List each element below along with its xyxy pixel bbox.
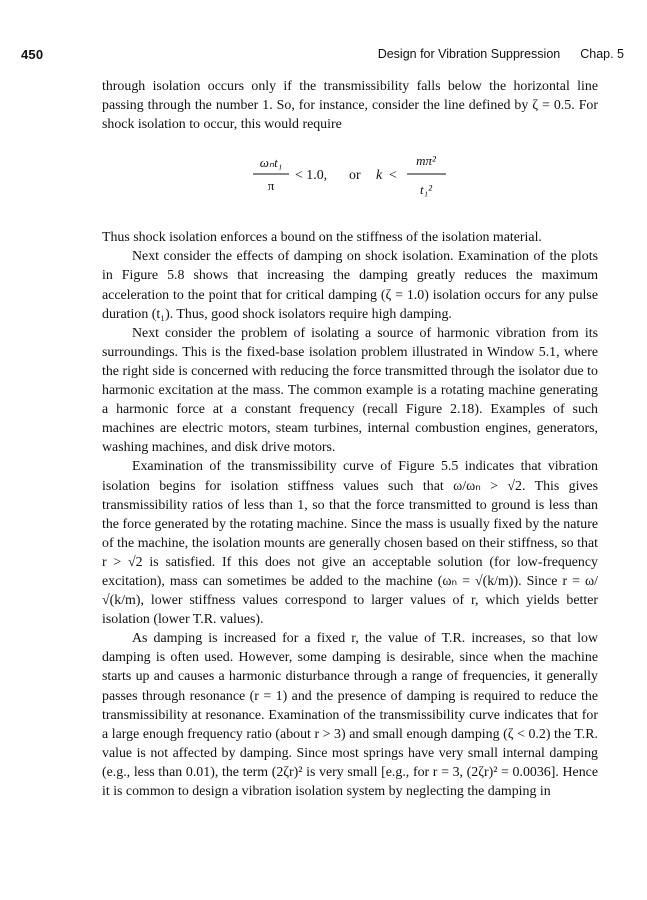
paragraph-2: Thus shock isolation enforces a bound on the stiffness of the isolation material. — [102, 230, 542, 246]
running-header — [378, 47, 624, 61]
page-header — [0, 0, 647, 70]
paragraph-6: As damping is increased for a fixed r, the value of T.R. increases, so that low damping is often used. However, some damping is desirable, since when the machine starts up and causes a harmonic disturbance through a range of frequencies, it generally passes through resonance (r = 1) and the presence of damping is required to reduce the transmissibility at resonance. Examination of the transmissibility curve indicates that for a large enough frequency ratio (about r > 3) and small enough damping (ζ < 0.2) the T.R. value is not affected by damping. Since most springs have very small internal damping (e.g., less than 0.01), the term (2ζr)² is very small [e.g., for r = 3, (2ζr)² = 0.0036]. Hence it is common to design a vibration isolation system by neglecting the damping in — [102, 631, 598, 799]
eq-lhs-denominator: π — [267, 178, 275, 194]
paragraph-4: Next consider the problem of isolating a source of harmonic vibration from its surroundings. This is the fixed-base isolation problem illustrated in Window 5.1, where the right side is concerned with reducing the force transmitted through the isolator due to harmonic excitation at the mass. The common example is a rotating machine generating a harmonic force at a constant frequency (recall Figure 2.18). Examples of such machines are electric motors, steam turbines, internal combustion engines, generators, washing machines, and disk drive motors. — [102, 325, 598, 456]
eq-rhs-numerator: mπ² — [416, 153, 436, 169]
page-number: 450 — [21, 47, 44, 62]
eq-lhs-numerator: ωₙt₁ — [259, 155, 283, 171]
equation-shock-isolation — [102, 146, 598, 206]
body-text — [102, 77, 598, 801]
chapter-label: Chap. 5 — [580, 47, 624, 61]
eq-rhs-relation: < — [389, 168, 397, 184]
eq-connector: or — [349, 168, 361, 184]
eq-rhs-denominator: t₁² — [419, 182, 433, 198]
paragraph-3: Next consider the effects of damping on shock isolation. Examination of the plots in Figure 5.8 shows that increasing the damping greatly reduces the maximum acceleration to the point that for critical damping (ζ = 1.0) isolation occurs for any pulse duration (t₁). Thus, good shock isolators require high damping. — [102, 249, 598, 322]
equation-graphic — [250, 147, 450, 205]
paragraph-5: Examination of the transmissibility curve of Figure 5.5 indicates that vibration isolation begins for isolation stiffness values such that ω/ωₙ > √2. This gives transmissibility ratios of less than 1, so that the force transmitted to ground is less than the force generated by the rotating machine. Since the mass is usually fixed by the nature of the machine, the isolation mounts are generally chosen based on their stiffness, so that r > √2 is satisfied. If this does not give an acceptable solution (for low-frequency excitation), mass can sometimes be added to the machine (ωₙ = √(k/m)). Since r = ω/√(k/m), lower stiffness values correspond to larger values of r, which yields better isolation (lower T.R. values). — [102, 459, 598, 628]
eq-rhs-variable: k — [376, 168, 383, 184]
paragraph-1: through isolation occurs only if the transmissibility falls below the horizontal line passing through the number 1. So, for instance, consider the line defined by ζ = 0.5. For shock isolation to occur, this would require — [102, 79, 598, 133]
running-title: Design for Vibration Suppression — [377, 47, 561, 61]
eq-lhs-relation: < 1.0, — [295, 168, 328, 184]
